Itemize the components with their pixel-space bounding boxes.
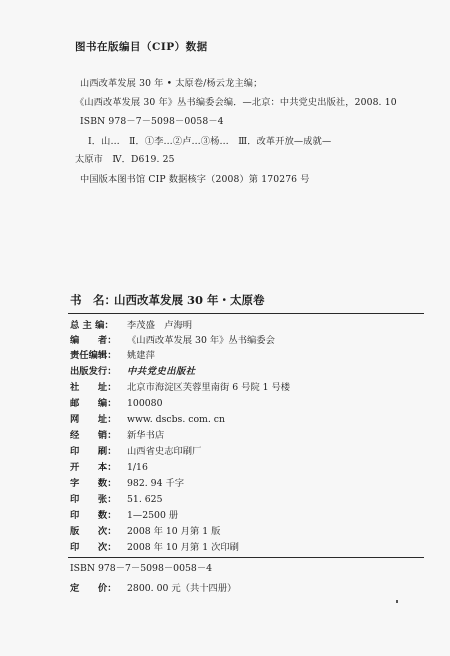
divider [68, 557, 424, 558]
cip-line: 太原市 Ⅳ．D619. 25 [75, 154, 175, 165]
detail-label: 经 销： [70, 430, 117, 441]
detail-label: 开 本： [70, 462, 117, 473]
isbn: ISBN 978－7－5098－0058－4 [70, 563, 213, 574]
detail-value: 新华书店 [127, 430, 165, 441]
detail-label: 网 址： [70, 414, 117, 425]
detail-label: 社 址： [70, 382, 117, 393]
cip-line: ISBN 978－7－5098－0058－4 [80, 116, 224, 127]
detail-value: 李茂盛 卢海明 [127, 320, 193, 331]
detail-label: 编 者： [70, 335, 117, 346]
cip-heading: 图书在版编目（CIP）数据 [75, 41, 208, 53]
price-row [70, 580, 236, 594]
book-title-value: 山西改革发展 30 年・太原卷 [114, 293, 265, 307]
detail-value: 中共党史出版社 [127, 366, 196, 377]
detail-value: 51. 625 [127, 494, 163, 505]
cip-line: 中国版本图书馆 CIP 数据核字（2008）第 170276 号 [80, 174, 310, 185]
price-label: 定 价： [70, 583, 117, 594]
detail-label: 印 次： [70, 542, 117, 553]
page-speck [396, 600, 398, 603]
detail-value: 982. 94 千字 [127, 478, 185, 489]
detail-value: 100080 [127, 398, 163, 409]
book-title [70, 295, 265, 307]
detail-value: 姚建萍 [127, 350, 155, 361]
detail-value: 山西省史志印刷厂 [127, 446, 202, 457]
divider [68, 313, 424, 314]
book-title-label: 书 名： [70, 293, 116, 307]
price-value: 2800. 00 元（共十四册） [127, 583, 237, 594]
detail-label: 印 张： [70, 494, 117, 505]
detail-value: 1/16 [127, 462, 148, 473]
detail-label: 邮 编： [70, 398, 117, 409]
detail-value: 2008 年 10 月第 1 版 [127, 526, 221, 537]
cip-line: Ⅰ．山… Ⅱ．①李…②卢…③杨… Ⅲ．改革开放—成就— [88, 136, 332, 147]
detail-label: 责任编辑： [70, 350, 117, 361]
detail-label: 印 刷： [70, 446, 117, 457]
detail-label: 印 数： [70, 510, 117, 521]
cip-line: 山西改革发展 30 年 • 太原卷/杨云龙主编； [80, 78, 263, 89]
detail-label: 字 数： [70, 478, 117, 489]
detail-value: 2008 年 10 月第 1 次印刷 [127, 542, 239, 553]
detail-value: www. dscbs. com. cn [127, 414, 225, 425]
detail-label: 出版发行： [70, 366, 117, 377]
detail-value: 北京市海淀区芙蓉里南街 6 号院 1 号楼 [127, 382, 291, 393]
detail-value: 《山西改革发展 30 年》丛书编委会 [127, 335, 275, 346]
detail-label: 版 次： [70, 526, 117, 537]
detail-value: 1—2500 册 [127, 510, 179, 521]
cip-line: 《山西改革发展 30 年》丛书编委会编．—北京：中共党史出版社，2008. 10 [75, 97, 397, 108]
detail-label: 总 主 编： [70, 320, 114, 331]
